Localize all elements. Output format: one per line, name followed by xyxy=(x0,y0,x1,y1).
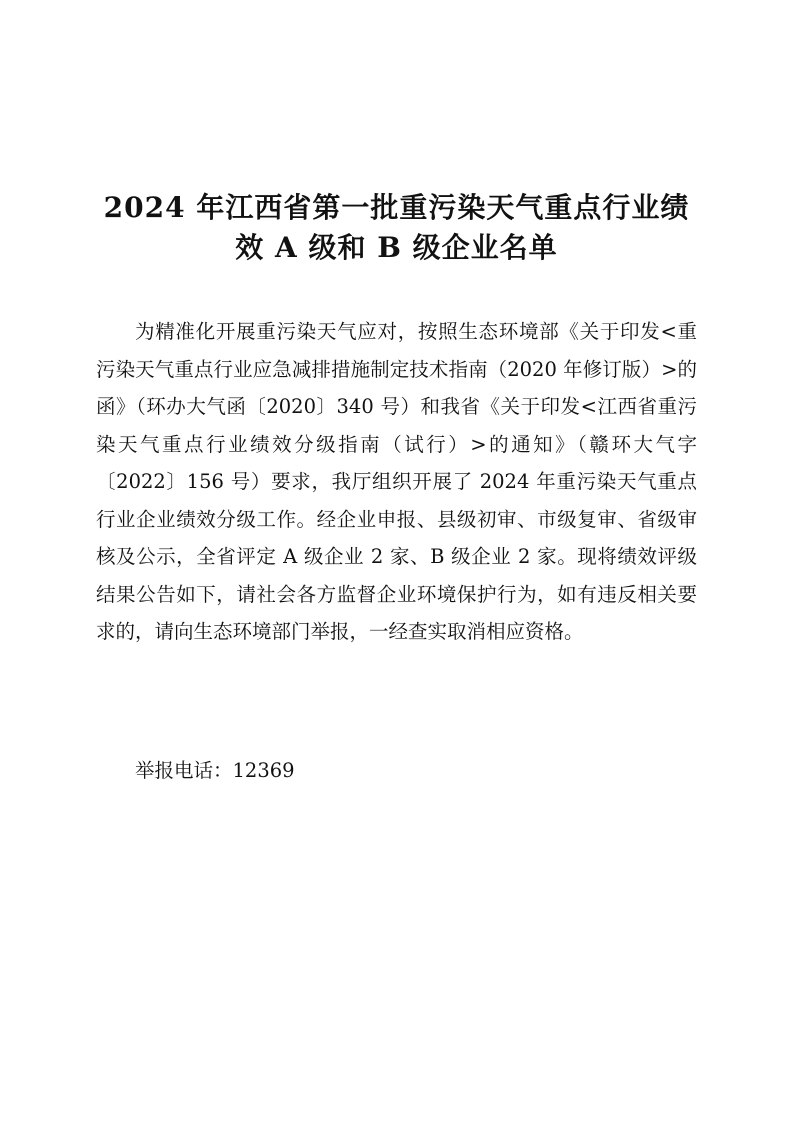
body-paragraph-text: 为精准化开展重污染天气应对，按照生态环境部《关于印发<重污染天气重点行业应急减排措施制定技术指南（2020 年修订版）>的函》（环办大气函〔2020〕340 号）和我省《关于印发<江西省重污染天气重点行业绩效分级指南（试行）>的通知》（赣环大气字〔2022〕156 号）要求，我厅组织开展了 2024 年重污染天气重点行业企业绩效分级工作。经企业申报、县级初审、市级复审、省级审核及公示，全省评定 A 级企业 2 家、B 级企业 2 家。现将绩效评级结果公告如下，请社会各方监督企业环境保护行为，如有违反相关要求的，请向生态环境部门举报，一经查实取消相应资格。 xyxy=(96,320,697,643)
title-line-2: 效 A 级和 B 级企业名单 xyxy=(235,231,558,264)
hotline-number: 12369 xyxy=(232,759,295,782)
body-paragraph xyxy=(96,313,697,651)
report-hotline xyxy=(135,752,295,790)
document-title xyxy=(96,188,697,268)
title-line-1: 2024 年江西省第一批重污染天气重点行业绩 xyxy=(103,191,690,224)
hotline-label: 举报电话： xyxy=(135,759,233,782)
